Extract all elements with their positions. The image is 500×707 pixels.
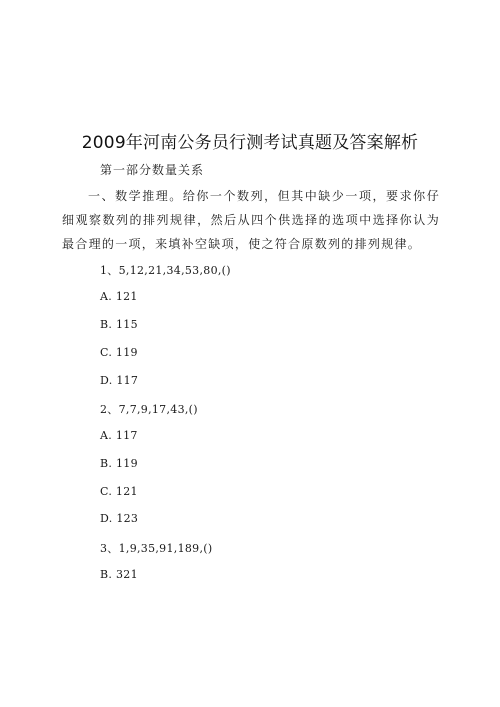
question-1-option-a: A. 121	[100, 290, 138, 303]
question-1-option-c: C. 119	[100, 346, 138, 359]
document-title: 2009年河南公务员行测考试真题及答案解析	[81, 133, 419, 153]
question-1-option-b: B. 115	[100, 318, 138, 331]
section-heading: 第一部分数量关系	[100, 163, 205, 177]
question-2-option-a: A. 117	[100, 429, 138, 442]
instructions-paragraph: 一、数学推理。给你一个数列，但其中缺少一项，要求你仔细观察数列的排列规律，然后从四个供选择的选项中选择你认为最合理的一项，来填补空缺项，使之符合原数列的排列规律。	[62, 189, 440, 251]
question-2-stem: 2、7,7,9,17,43,()	[100, 403, 198, 416]
question-3-option-b: B. 321	[100, 568, 138, 581]
question-2-option-b: B. 119	[100, 457, 138, 470]
question-1-stem: 1、5,12,21,34,53,80,()	[100, 264, 231, 277]
question-3-stem: 3、1,9,35,91,189,()	[100, 542, 213, 555]
question-2-option-c: C. 121	[100, 485, 138, 498]
question-1-option-d: D. 117	[100, 374, 139, 387]
question-2-option-d: D. 123	[100, 512, 139, 525]
